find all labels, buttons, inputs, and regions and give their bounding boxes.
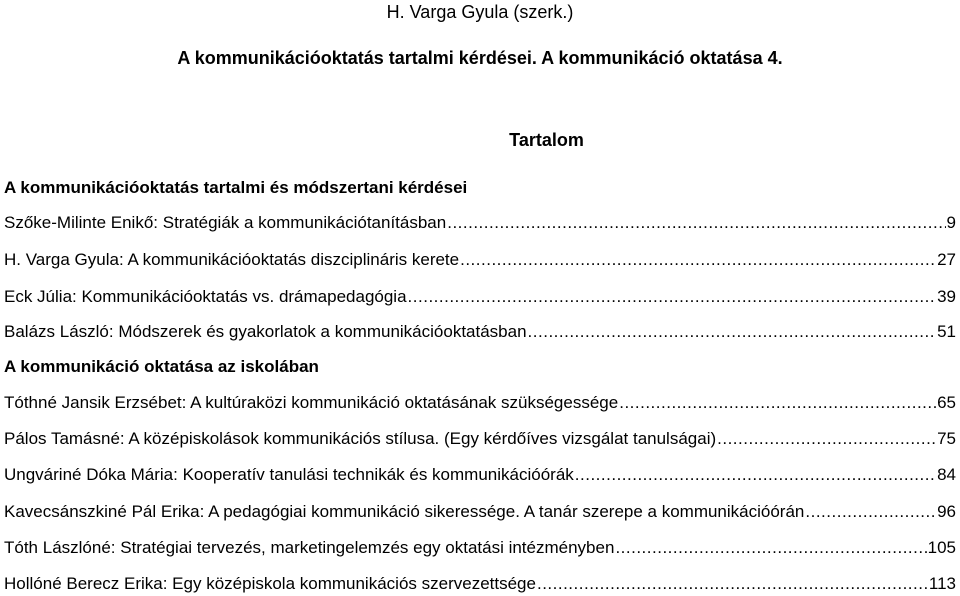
toc-entry-page: 9 <box>946 213 956 232</box>
toc-entry[interactable] <box>4 392 956 414</box>
toc-entry[interactable] <box>4 212 956 234</box>
toc-entry[interactable] <box>4 286 956 308</box>
toc-leader-dots <box>537 573 928 595</box>
toc-entry-page: 27 <box>937 250 956 269</box>
toc-entry-page: 113 <box>928 574 956 593</box>
toc-entry-label: Szőke-Milinte Enikő: Stratégiák a kommunikációtanításban <box>4 213 447 232</box>
toc-entry[interactable] <box>4 428 956 450</box>
section-title-2: A kommunikáció oktatása az iskolában <box>4 357 319 376</box>
toc-leader-dots <box>460 249 936 271</box>
toc-leader-dots <box>447 212 945 234</box>
toc-heading: Tartalom <box>509 130 584 150</box>
toc-entry-label: Hollóné Berecz Erika: Egy középiskola kommunikációs szervezettsége <box>4 574 536 593</box>
toc-entry-page: 51 <box>937 322 956 341</box>
toc-entry-label: Tóthné Jansik Erzsébet: A kultúraközi kommunikáció oktatásának szükségessége <box>4 393 619 412</box>
toc-entry[interactable] <box>4 501 956 523</box>
toc-entry-page: 39 <box>937 287 956 306</box>
toc-entry-label: Pálos Tamásné: A középiskolások kommunikációs stílusa. (Egy kérdőíves vizsgálat tanulságai) <box>4 429 717 448</box>
toc-leader-dots <box>717 428 936 450</box>
toc-entry[interactable] <box>4 249 956 271</box>
toc-leader-dots <box>575 464 936 486</box>
toc-leader-dots <box>619 392 936 414</box>
toc-entry-page: 75 <box>937 429 956 448</box>
book-title: A kommunikációoktatás tartalmi kérdései. A kommunikáció oktatása 4. <box>177 48 783 68</box>
toc-leader-dots <box>615 537 926 559</box>
toc-entry-page: 105 <box>927 538 956 557</box>
toc-leader-dots <box>528 321 937 343</box>
toc-entry-label: H. Varga Gyula: A kommunikációoktatás diszciplináris kerete <box>4 250 460 269</box>
toc-entry[interactable] <box>4 464 956 486</box>
toc-entry-page: 96 <box>937 502 956 521</box>
toc-leader-dots <box>805 501 936 523</box>
toc-entry[interactable] <box>4 573 956 595</box>
toc-entry[interactable] <box>4 321 956 343</box>
toc-entry-label: Eck Júlia: Kommunikációoktatás vs. drámapedagógia <box>4 287 407 306</box>
toc-entry-label: Balázs László: Módszerek és gyakorlatok a kommunikációoktatásban <box>4 322 527 341</box>
editor-line: H. Varga Gyula (szerk.) <box>386 2 574 22</box>
toc-entry-page: 84 <box>937 465 956 484</box>
toc-entry[interactable] <box>4 537 956 559</box>
toc-entry-label: Tóth Lászlóné: Stratégiai tervezés, marketingelemzés egy oktatási intézményben <box>4 538 615 557</box>
toc-entry-page: 65 <box>937 393 956 412</box>
toc-entry-label: Ungváriné Dóka Mária: Kooperatív tanulási technikák és kommunikációórák <box>4 465 574 484</box>
toc-entry-label: Kavecsánszkiné Pál Erika: A pedagógiai kommunikáció sikeressége. A tanár szerepe a kommunikációórán <box>4 502 805 521</box>
section-title-1: A kommunikációoktatás tartalmi és módszertani kérdései <box>4 178 468 197</box>
toc-leader-dots <box>408 286 937 308</box>
